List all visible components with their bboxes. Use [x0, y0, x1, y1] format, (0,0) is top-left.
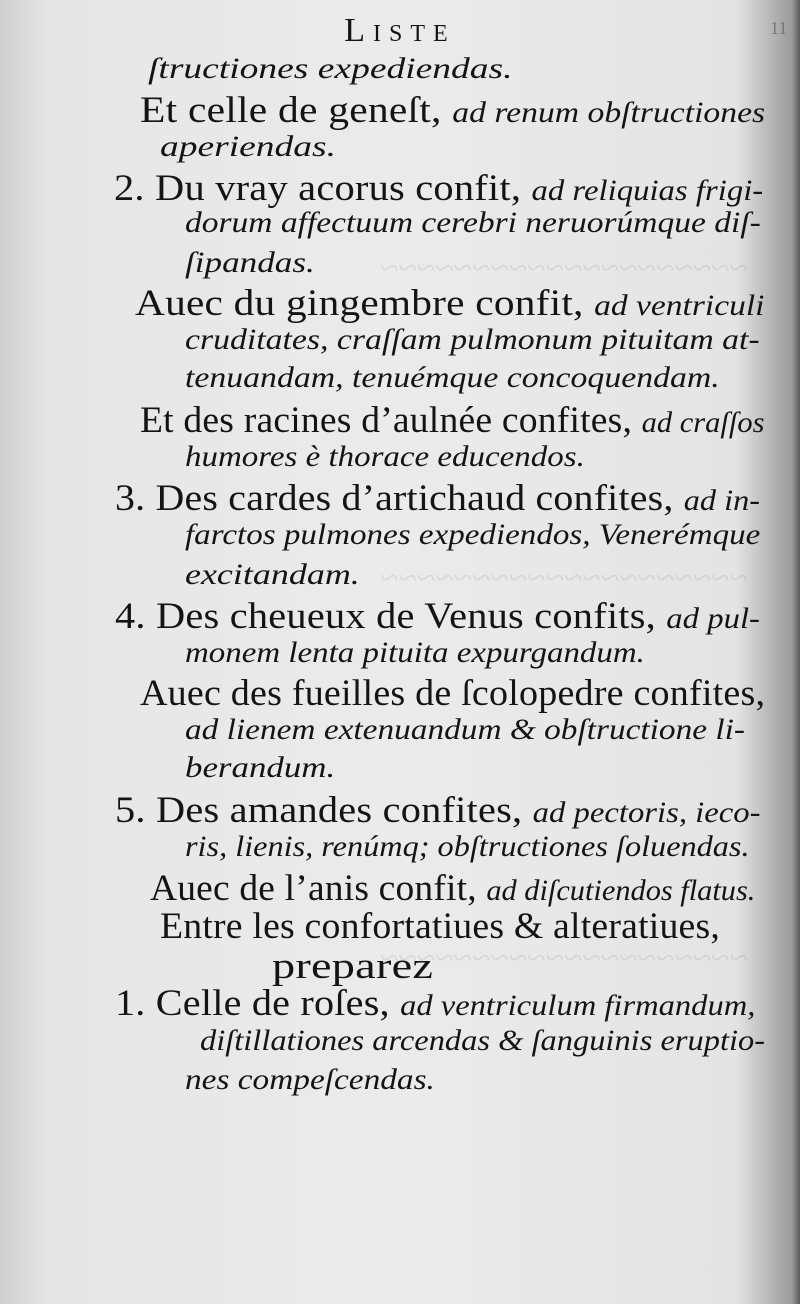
text-line [200, 1026, 765, 1056]
latin-italic-segment: ad reliquias frigi- [531, 174, 764, 207]
latin-italic-segment: ad lienem extenuandum & obſtructione li- [185, 713, 746, 746]
latin-italic-segment: ſipandas. [185, 246, 315, 279]
latin-italic-segment: cruditates, craſſam pulmonum pituitam at- [185, 323, 760, 356]
french-roman-segment: Entre les confortatiues & alteratiues, [160, 906, 721, 947]
text-line [272, 948, 433, 985]
latin-italic-segment: ad ventriculi [594, 289, 765, 322]
text-line [185, 363, 720, 393]
text-line [148, 54, 512, 84]
show-through-text: ~~~~~~~~~~~~~~~~~~~~ [380, 560, 748, 597]
page-number-fragment: 11 [770, 18, 788, 38]
text-line [185, 248, 315, 278]
text-line [150, 870, 755, 907]
french-roman-segment: 4. Des cheueux de Venus confits, [115, 596, 667, 637]
latin-italic-segment: tenuandam, tenuémque concoquendam. [185, 361, 720, 394]
text-line [115, 985, 755, 1022]
french-roman-segment: preparez [272, 946, 434, 987]
latin-italic-segment: ad pul- [666, 602, 760, 635]
text-line [160, 132, 336, 162]
show-through-text: ~~~~~~~~~~~~~~~~~~~~ [380, 250, 748, 287]
text-line [185, 325, 760, 355]
text-line [140, 402, 764, 439]
french-roman-segment: 1. Celle de roſes, [115, 983, 401, 1024]
french-roman-segment: 2. Du vray acorus confit, [114, 168, 532, 209]
latin-italic-segment: ad ventriculum firmandum, [400, 989, 756, 1022]
text-line [185, 208, 761, 238]
latin-italic-segment: nes compeſcendas. [185, 1063, 435, 1096]
latin-italic-segment: ad in- [683, 484, 761, 517]
french-roman-segment: Auec du gingembre confit, [135, 283, 595, 324]
latin-italic-segment: ſtructiones expediendas. [148, 52, 513, 85]
show-through-text: ~~~~~~~~~~~~~~~~~~~~ [380, 940, 748, 977]
text-line [185, 520, 760, 550]
text-line [160, 908, 720, 945]
text-line [115, 480, 760, 517]
text-line [140, 92, 765, 129]
text-line [135, 285, 764, 322]
latin-italic-segment: farctos pulmones expediendos, Venerémque [185, 518, 761, 551]
latin-italic-segment: ris, lienis, renúmq; obſtructiones ſoluendas. [185, 830, 750, 863]
text-line [185, 715, 745, 745]
french-roman-segment: 5. Des amandes confites, [115, 790, 533, 831]
text-line [185, 638, 645, 668]
text-line [114, 170, 763, 207]
latin-italic-segment: ad renum obſtructiones [452, 96, 766, 129]
latin-italic-segment: diſtillationes arcendas & ſanguinis eruptio- [200, 1024, 766, 1057]
running-head: Liste [344, 12, 456, 49]
latin-italic-segment: aperiendas. [160, 130, 337, 163]
latin-italic-segment: ad diſcutiendos flatus. [486, 874, 756, 907]
latin-italic-segment: ad craſſos [641, 406, 765, 439]
latin-italic-segment: ad pectoris, ieco- [532, 796, 761, 829]
text-line [185, 560, 360, 590]
french-roman-segment: Et celle de geneſt, [140, 90, 453, 131]
text-line [115, 792, 761, 829]
french-roman-segment: Auec des fueilles de ſcolopedre confites, [140, 673, 766, 714]
french-roman-segment: Auec de l’anis confit, [150, 868, 487, 909]
latin-italic-segment: dorum affectuum cerebri neruorúmque diſ- [185, 206, 761, 239]
latin-italic-segment: humores è thorace educendos. [185, 440, 585, 473]
text-line [185, 832, 750, 862]
latin-italic-segment: monem lenta pituita expurgandum. [185, 636, 645, 669]
french-roman-segment: 3. Des cardes d’artichaud confites, [115, 478, 684, 519]
french-roman-segment: Et des racines d’aulnée confites, [140, 400, 642, 441]
latin-italic-segment: berandum. [185, 751, 336, 784]
text-line [140, 675, 765, 712]
latin-italic-segment: excitandam. [185, 558, 360, 591]
text-line [185, 753, 335, 783]
text-line [115, 598, 760, 635]
text-line [185, 442, 585, 472]
text-line [185, 1065, 435, 1095]
